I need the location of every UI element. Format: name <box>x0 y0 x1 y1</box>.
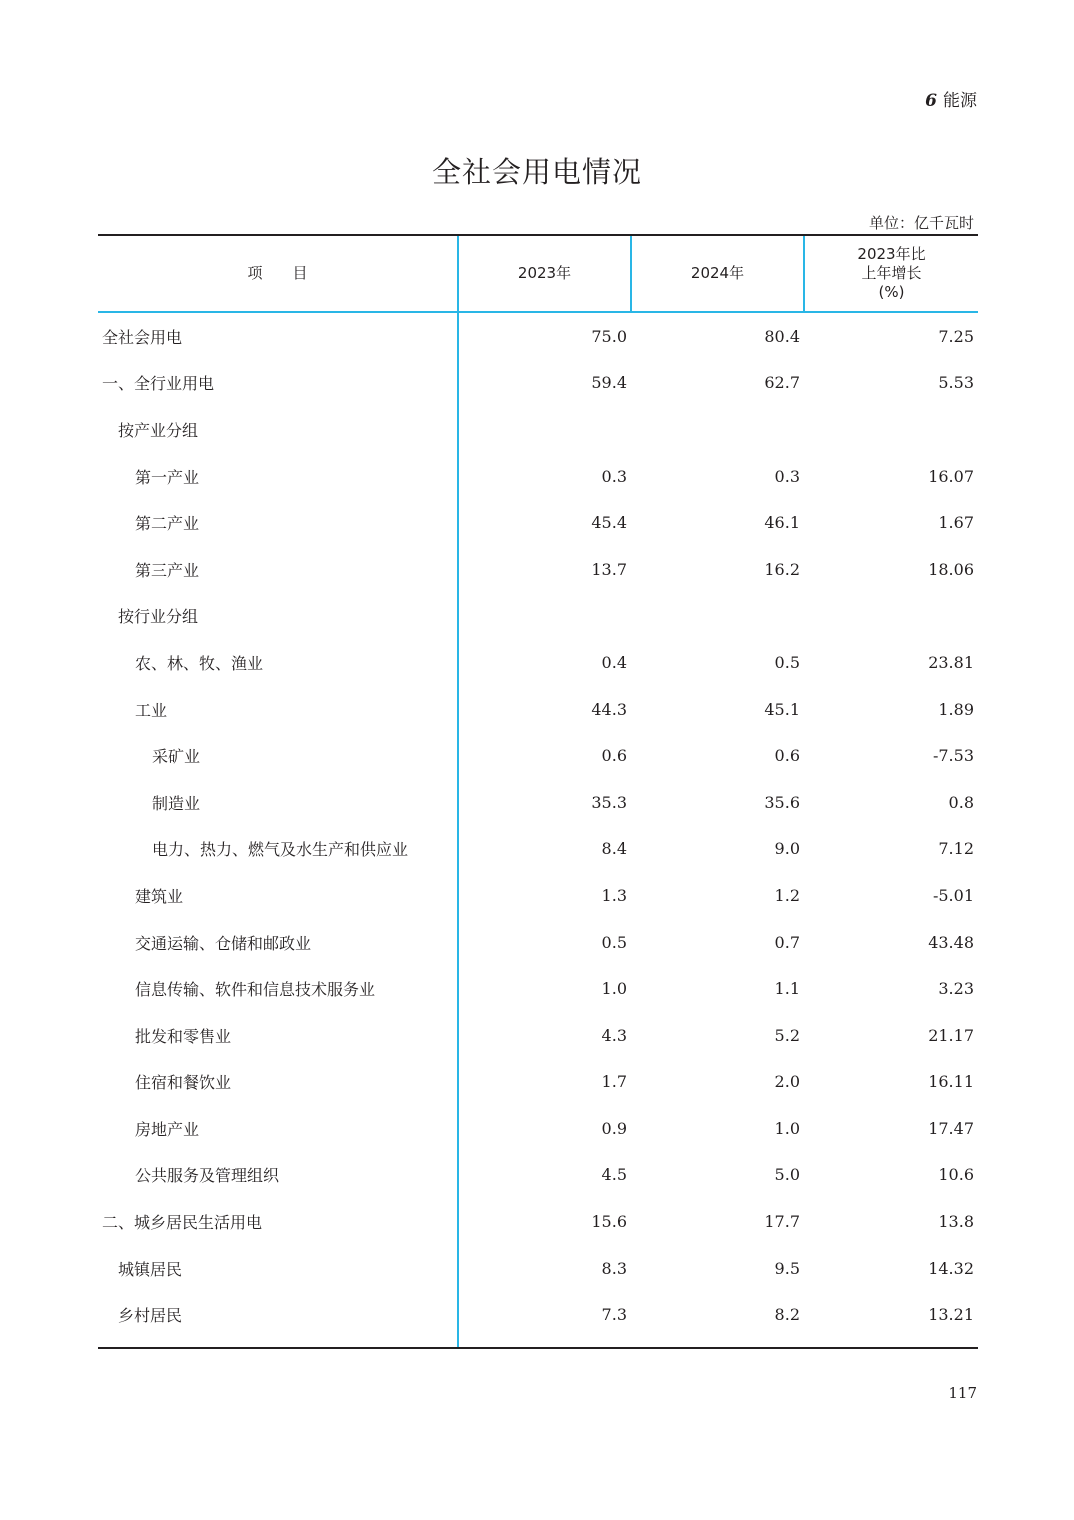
table-row <box>98 1198 978 1245</box>
header-growth-line3: (%) <box>878 283 905 301</box>
value-growth: 13.8 <box>938 1212 974 1232</box>
value-2024: 5.0 <box>774 1165 800 1185</box>
table-row <box>98 872 978 919</box>
table-row <box>98 779 978 826</box>
value-2023: 4.3 <box>601 1025 627 1045</box>
value-2024: 16.2 <box>764 559 800 579</box>
value-growth: 0.8 <box>948 792 974 812</box>
table-row <box>98 1152 978 1199</box>
value-2023: 1.3 <box>601 885 627 905</box>
header-2024: 2024年 <box>690 264 745 282</box>
row-label: 电力、热力、燃气及水生产和供应业 <box>152 840 409 860</box>
column-divider <box>630 236 632 311</box>
value-growth: 7.12 <box>938 839 974 859</box>
table-row <box>98 360 978 407</box>
value-2024: 45.1 <box>764 699 800 719</box>
table-row <box>98 1012 978 1059</box>
value-2024: 2.0 <box>774 1072 800 1092</box>
value-2024: 62.7 <box>764 373 800 393</box>
value-2024: 0.3 <box>774 466 800 486</box>
table-row <box>98 1105 978 1152</box>
value-growth: 21.17 <box>928 1025 974 1045</box>
value-2024: 9.0 <box>774 839 800 859</box>
value-2024: 0.6 <box>774 746 800 766</box>
value-2024: 1.0 <box>774 1118 800 1138</box>
table-row <box>98 546 978 593</box>
value-2024: 9.5 <box>774 1258 800 1278</box>
value-2024: 80.4 <box>764 326 800 346</box>
table-row <box>98 406 978 453</box>
table-row <box>98 1291 978 1338</box>
value-2023: 0.5 <box>601 932 627 952</box>
value-2023: 13.7 <box>591 559 627 579</box>
value-growth: 5.53 <box>938 373 974 393</box>
row-label: 一、全行业用电 <box>102 374 215 394</box>
value-2023: 0.3 <box>601 466 627 486</box>
table-row <box>98 639 978 686</box>
value-growth: -5.01 <box>932 885 974 905</box>
value-2023: 0.6 <box>601 746 627 766</box>
value-growth: 1.67 <box>938 513 974 533</box>
value-2023: 8.4 <box>601 839 627 859</box>
row-label: 采矿业 <box>152 747 201 767</box>
value-2024 <box>632 406 800 453</box>
table-row <box>98 686 978 733</box>
page-title: 全社会用电情况 <box>431 155 642 189</box>
value-2023: 15.6 <box>591 1212 627 1232</box>
value-2023: 1.0 <box>601 979 627 999</box>
table-row <box>98 593 978 640</box>
value-growth: 3.23 <box>938 979 974 999</box>
row-label: 住宿和餐饮业 <box>135 1073 232 1093</box>
value-growth: 7.25 <box>938 326 974 346</box>
value-growth: 16.11 <box>928 1072 974 1092</box>
value-2024: 8.2 <box>774 1305 800 1325</box>
value-2023: 44.3 <box>591 699 627 719</box>
table-row <box>98 965 978 1012</box>
value-2023: 0.9 <box>601 1118 627 1138</box>
value-2023 <box>459 406 627 453</box>
row-label: 批发和零售业 <box>135 1026 232 1046</box>
row-label: 全社会用电 <box>102 327 183 347</box>
table-row <box>98 919 978 966</box>
table-bottom-rule <box>98 1347 978 1349</box>
chapter-title: 能源 <box>943 91 977 111</box>
value-2023: 59.4 <box>591 373 627 393</box>
value-2024 <box>632 593 800 640</box>
value-growth: 10.6 <box>938 1165 974 1185</box>
unit-label: 单位：亿千瓦时 <box>868 214 974 232</box>
value-growth: 23.81 <box>928 652 974 672</box>
column-divider <box>803 236 805 311</box>
value-2023: 1.7 <box>601 1072 627 1092</box>
value-2023: 4.5 <box>601 1165 627 1185</box>
value-2023: 45.4 <box>591 513 627 533</box>
table-row <box>98 1245 978 1292</box>
row-label: 按产业分组 <box>118 420 199 440</box>
row-label: 交通运输、仓储和邮政业 <box>135 933 312 953</box>
value-growth: 16.07 <box>928 466 974 486</box>
row-label: 按行业分组 <box>118 607 199 627</box>
table-row <box>98 499 978 546</box>
value-growth: 17.47 <box>928 1118 974 1138</box>
table-row <box>98 826 978 873</box>
running-head <box>925 86 977 111</box>
value-growth: 13.21 <box>928 1305 974 1325</box>
row-label: 第三产业 <box>135 560 200 580</box>
value-growth: 1.89 <box>938 699 974 719</box>
table-row <box>98 1059 978 1106</box>
value-2023: 7.3 <box>601 1305 627 1325</box>
table-body <box>98 313 978 1338</box>
value-2024: 0.5 <box>774 652 800 672</box>
row-label: 农、林、牧、渔业 <box>135 653 264 673</box>
row-label: 乡村居民 <box>118 1306 183 1326</box>
chapter-number: 6 <box>925 91 937 111</box>
row-label: 工业 <box>135 700 168 720</box>
header-item-label: 项 目 <box>247 264 308 282</box>
value-growth <box>805 406 974 453</box>
row-label: 公共服务及管理组织 <box>135 1166 280 1186</box>
value-2024: 35.6 <box>764 792 800 812</box>
page-number: 117 <box>948 1384 977 1402</box>
header-2023: 2023年 <box>517 264 572 282</box>
value-2023: 35.3 <box>591 792 627 812</box>
value-2023: 8.3 <box>601 1258 627 1278</box>
header-item <box>98 236 457 311</box>
value-2024: 1.2 <box>774 885 800 905</box>
value-2024: 5.2 <box>774 1025 800 1045</box>
row-label: 第一产业 <box>135 467 200 487</box>
table-row <box>98 313 978 360</box>
row-label: 信息传输、软件和信息技术服务业 <box>135 980 376 1000</box>
row-label: 制造业 <box>152 793 201 813</box>
row-label: 建筑业 <box>135 886 184 906</box>
value-growth <box>805 593 974 640</box>
value-growth: 43.48 <box>928 932 974 952</box>
table-row <box>98 453 978 500</box>
value-2023: 0.4 <box>601 652 627 672</box>
header-growth <box>805 236 978 311</box>
header-growth-line2: 上年增长 <box>861 264 922 282</box>
table-row <box>98 732 978 779</box>
value-2024: 1.1 <box>774 979 800 999</box>
header-growth-line1: 2023年比 <box>857 245 926 263</box>
value-2023 <box>459 593 627 640</box>
value-growth: -7.53 <box>932 746 974 766</box>
value-2024: 0.7 <box>774 932 800 952</box>
row-label: 房地产业 <box>135 1119 200 1139</box>
value-growth: 14.32 <box>928 1258 974 1278</box>
row-label: 城镇居民 <box>118 1259 183 1279</box>
row-label: 二、城乡居民生活用电 <box>102 1213 263 1233</box>
value-2024: 17.7 <box>764 1212 800 1232</box>
value-2023: 75.0 <box>591 326 627 346</box>
value-growth: 18.06 <box>928 559 974 579</box>
value-2024: 46.1 <box>764 513 800 533</box>
row-label: 第二产业 <box>135 514 200 534</box>
